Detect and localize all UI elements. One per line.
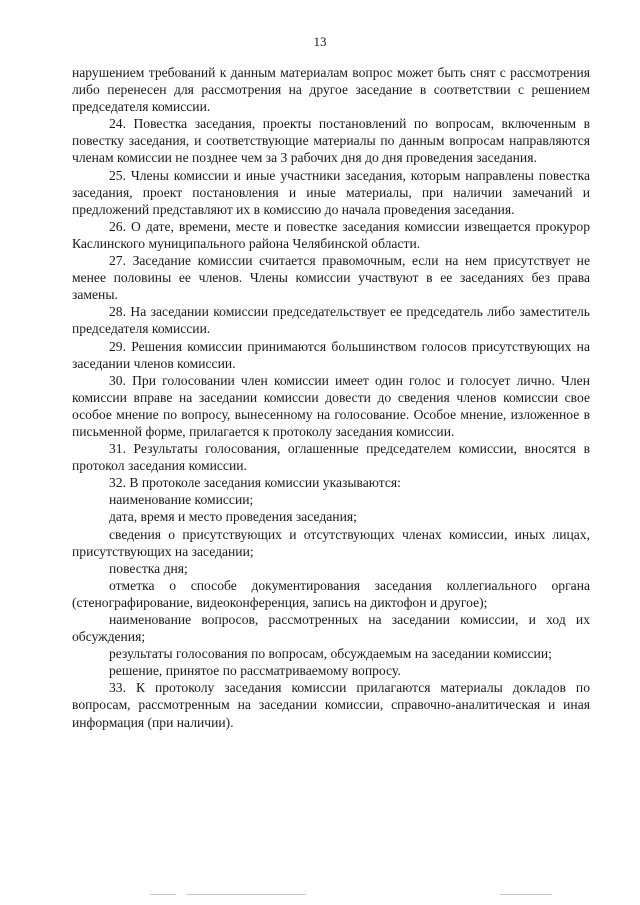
list-item-questions-discussion: наименование вопросов, рассмотренных на заседании комиссии, и ход их обсуждения;: [72, 612, 590, 645]
document-body: [72, 64, 590, 731]
paragraph-29: 29. Решения комиссии принимаются большинством голосов присутствующих на заседании членов комиссии.: [72, 338, 590, 371]
list-item-attendance: сведения о присутствующих и отсутствующих членах комиссии, иных лицах, присутствующих на заседании;: [72, 526, 590, 559]
paragraph-28: 28. На заседании комиссии председательствует ее председатель либо заместитель председателя комиссии.: [72, 304, 590, 337]
paragraph-33: 33. К протоколу заседания комиссии прилагаются материалы докладов по вопросам, рассмотренным на заседании комиссии, справочно-аналитическая и иная информация (при наличии).: [72, 680, 590, 730]
list-item-commission-name: наименование комиссии;: [109, 492, 254, 508]
list-item-decision: решение, принятое по рассматриваемому вопросу.: [109, 663, 401, 679]
scan-artifact-footer: [0, 892, 640, 898]
paragraph-24: 24. Повестка заседания, проекты постановлений по вопросам, включенным в повестку заседания, и соответствующие материалы по данным вопросам направляются членам комиссии не позднее чем за 3 рабочих дня до дня проведения заседания.: [72, 116, 590, 166]
list-item-date-time-place: дата, время и место проведения заседания;: [109, 509, 357, 525]
paragraph-31: 31. Результаты голосования, оглашенные председателем комиссии, вносятся в протокол заседания комиссии.: [72, 441, 590, 474]
list-item-documentation-method: отметка о способе документирования заседания коллегиального органа (стенографирование, видеоконференция, запись на диктофон и другое);: [72, 577, 590, 610]
paragraph-continuation: нарушением требований к данным материалам вопрос может быть снят с рассмотрения либо перенесен для рассмотрения на другое заседание в соответствии с решением председателя комиссии.: [72, 65, 590, 115]
paragraph-25: 25. Члены комиссии и иные участники заседания, которым направлены повестка заседания, проект постановления и иные материалы, при наличии замечаний и предложений представляют их в комиссию до начала проведения заседания.: [72, 167, 590, 217]
list-item-voting-results: результаты голосования по вопросам, обсуждаемым на заседании комиссии;: [109, 646, 552, 662]
paragraph-32: 32. В протоколе заседания комиссии указываются:: [109, 475, 401, 491]
paragraph-27: 27. Заседание комиссии считается правомочным, если на нем присутствует не менее половины ее членов. Члены комиссии участвуют в ее заседаниях без права замены.: [72, 253, 590, 303]
paragraph-26: 26. О дате, времени, месте и повестке заседания комиссии извещается прокурор Каслинского муниципального района Челябинской области.: [72, 218, 590, 251]
list-item-agenda: повестка дня;: [109, 560, 188, 576]
page-number: 13: [313, 34, 327, 49]
paragraph-30: 30. При голосовании член комиссии имеет один голос и голосует лично. Член комиссии вправе на заседании комиссии довести до сведения членов комиссии свое особое мнение по вопросу, вынесенному на голосование. Особое мнение, изложенное в письменной форме, прилагается к протоколу заседания комиссии.: [72, 372, 590, 439]
